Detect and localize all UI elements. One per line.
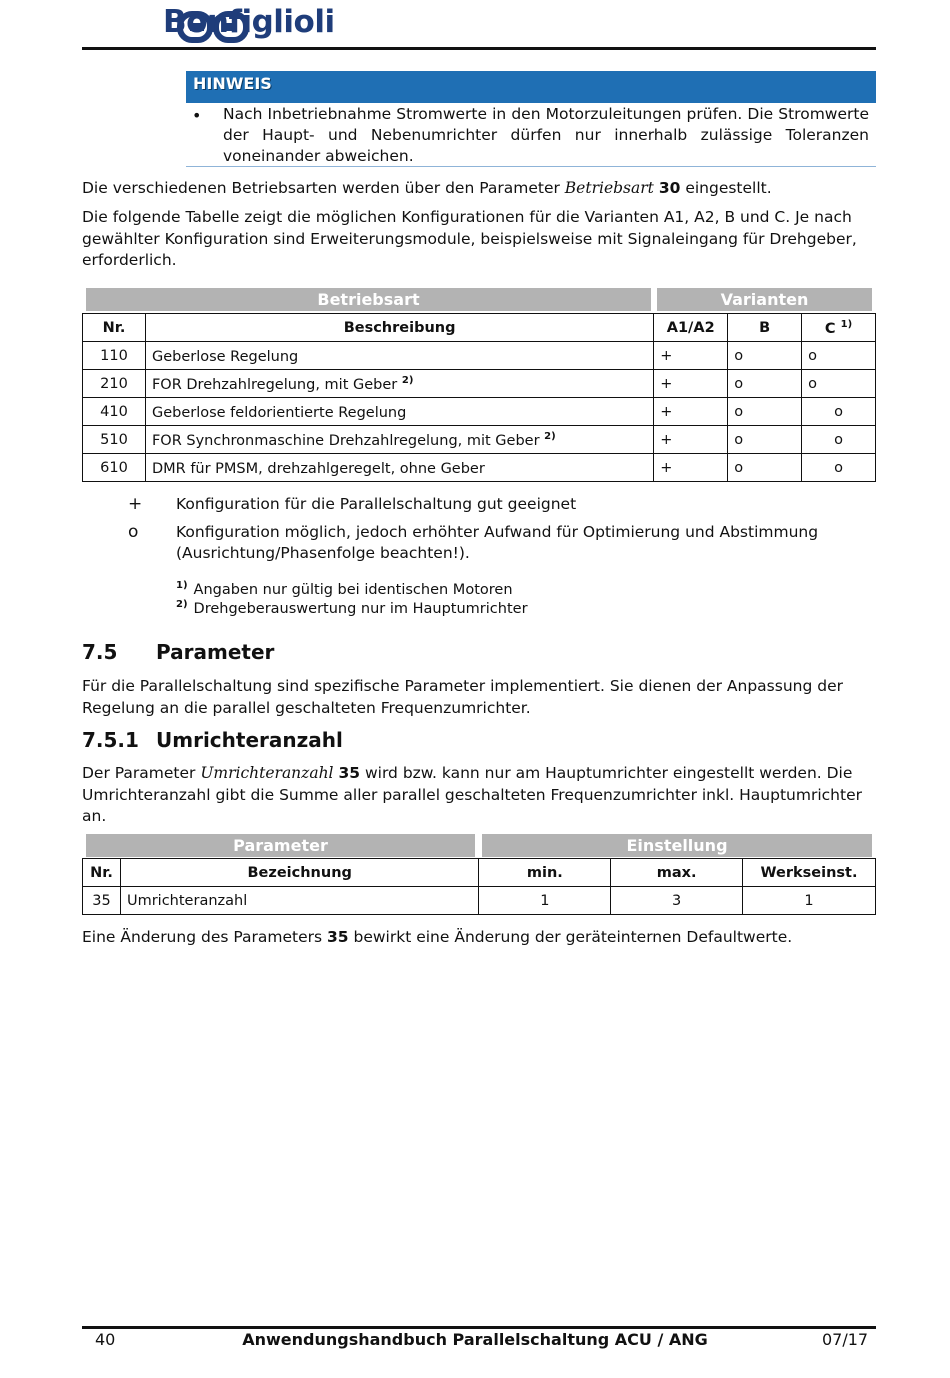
table-row [83,370,876,398]
paragraph-tabelle-intro: Die folgende Tabelle zeigt die möglichen Konfigurationen für die Varianten A1, A2, B und C. Je nach gewählter Konfiguration sind Erweiterungsmodule, beispielsweise mit Signaleingang für Drehgeber, erforderlich. [82,208,857,269]
row-a1a2: + [654,370,728,398]
para3-post: wird bzw. kann nur am Hauptumrichter eingestellt werden. Die Umrichteranzahl gibt die Summe aller parallel geschalteten Frequenzumrichter inkl. Hauptumrichter an. [82,764,862,825]
row-a1a2: + [654,342,728,370]
row-nr: 410 [83,398,146,426]
table-row [83,342,876,370]
param-number-30: 30 [658,179,681,197]
row-nr: 35 [83,887,121,915]
table-row [83,454,876,482]
row-c: o [802,370,876,398]
row-a1a2: + [654,454,728,482]
row-a1a2: + [654,398,728,426]
section-number: 7.5 [82,640,118,664]
param-name-betriebsart: Betriebsart [564,179,654,197]
footnote-mark: 1) [176,580,188,591]
col-nr: Nr. [83,859,121,887]
col-c [802,314,876,342]
row-nr: 610 [83,454,146,482]
table-row [83,426,876,454]
col-min: min. [479,859,611,887]
row-b: o [728,370,802,398]
bullet-icon: • [192,106,202,125]
table-header-row [83,314,876,342]
row-footnote: 2) [401,374,414,386]
hinweis-title: HINWEIS [193,74,272,93]
row-b: o [728,398,802,426]
hinweis-rule [186,166,876,167]
hinweis-text: Nach Inbetriebnahme Stromwerte in den Motorzuleitungen prüfen. Die Stromwerte der Haupt- und Nebenumrichter dürfen nur innerhalb zulässige Toleranzen voneinander abweichen. [223,105,869,165]
row-desc [145,342,653,370]
row-a1a2: + [654,426,728,454]
paragraph-default [82,927,872,949]
table-row [83,887,876,915]
footer-date: 07/17 [822,1330,869,1349]
param-number-35: 35 [327,928,349,946]
parameter-table [82,858,876,915]
param-name-umrichteranzahl: Umrichteranzahl [200,764,334,782]
betriebsart-table [82,313,876,482]
footnote-mark: 2) [176,599,188,610]
row-footnote: 2) [544,430,556,442]
table1-group-betriebsart: Betriebsart [86,288,651,311]
para1-post: eingestellt. [680,179,772,197]
table2-group-parameter: Parameter [86,834,475,857]
param-number-35: 35 [338,764,361,782]
brand-name: Bonfiglioli [163,4,335,40]
footnote-2 [176,599,528,617]
row-b: o [728,426,802,454]
row-min: 1 [479,887,611,915]
row-c: o [802,398,876,426]
legend-text-plus: Konfiguration für die Parallelschaltung gut geeignet [176,495,577,513]
footer-rule [82,1326,876,1329]
footnote-1 [176,580,513,598]
row-desc [145,426,653,454]
para4-post: bewirkt eine Änderung der geräteinternen Defaultwerte. [348,928,793,946]
para1-pre: Die verschiedenen Betriebsarten werden über den Parameter [82,179,565,197]
row-b: o [728,454,802,482]
col-werkseinst: Werkseinst. [743,859,876,887]
section-number: 7.5.1 [82,728,139,752]
col-bezeichnung: Bezeichnung [120,859,478,887]
row-c: o [802,426,876,454]
col-c-footnote: 1) [840,318,853,330]
row-desc-text: Geberlose Regelung [151,348,299,365]
section-title: Parameter [156,640,275,664]
para3-pre: Der Parameter [82,764,201,782]
table1-group-varianten: Varianten [657,288,872,311]
row-desc [145,454,653,482]
col-b: B [728,314,802,342]
section-heading-7-5-1 [82,728,343,752]
row-desc [145,398,653,426]
legend-symbol-plus: + [128,494,143,514]
row-nr: 510 [83,426,146,454]
col-max: max. [611,859,743,887]
row-c: o [802,342,876,370]
paragraph-betriebsart [82,178,872,200]
table-header-row [83,859,876,887]
row-desc-text: FOR Synchronmaschine Drehzahlregelung, mit Geber [151,432,545,449]
table-row [83,398,876,426]
row-nr: 210 [83,370,146,398]
row-c: o [802,454,876,482]
legend-text-o: Konfiguration möglich, jedoch erhöhter Aufwand für Optimierung und Abstimmung (Ausrichtung/Phasenfolge beachten!). [176,523,819,562]
section-title: Umrichteranzahl [156,728,343,752]
row-desc-text: Geberlose feldorientierte Regelung [151,404,407,421]
col-a1a2: A1/A2 [654,314,728,342]
footer-title: Anwendungshandbuch Parallelschaltung ACU / ANG [242,1330,708,1349]
paragraph-umrichteranzahl [82,763,872,828]
para4-pre: Eine Änderung des Parameters [82,928,327,946]
row-b: o [728,342,802,370]
row-desc-text: DMR für PMSM, drehzahlgeregelt, ohne Geber [151,460,485,477]
row-bezeichnung: Umrichteranzahl [120,887,478,915]
col-beschreibung: Beschreibung [145,314,653,342]
legend-symbol-o: o [128,522,139,542]
hinweis-bar [186,71,876,103]
footnote-text: Angaben nur gültig bei identischen Motoren [193,581,513,598]
row-desc [145,370,653,398]
col-nr: Nr. [83,314,146,342]
footnote-text: Drehgeberauswertung nur im Hauptumrichter [193,600,528,617]
row-max: 3 [611,887,743,915]
page-number: 40 [95,1330,116,1349]
paragraph-parameter: Für die Parallelschaltung sind spezifische Parameter implementiert. Sie dienen der Anpassung der Regelung an die parallel geschalteten Frequenzumrichter. [82,677,843,717]
table2-group-einstellung: Einstellung [482,834,872,857]
section-heading-7-5 [82,640,274,664]
header-rule [82,47,876,50]
row-desc-text: FOR Drehzahlregelung, mit Geber [151,376,402,393]
row-werkseinst: 1 [743,887,876,915]
col-c-label: C [824,320,836,337]
row-nr: 110 [83,342,146,370]
